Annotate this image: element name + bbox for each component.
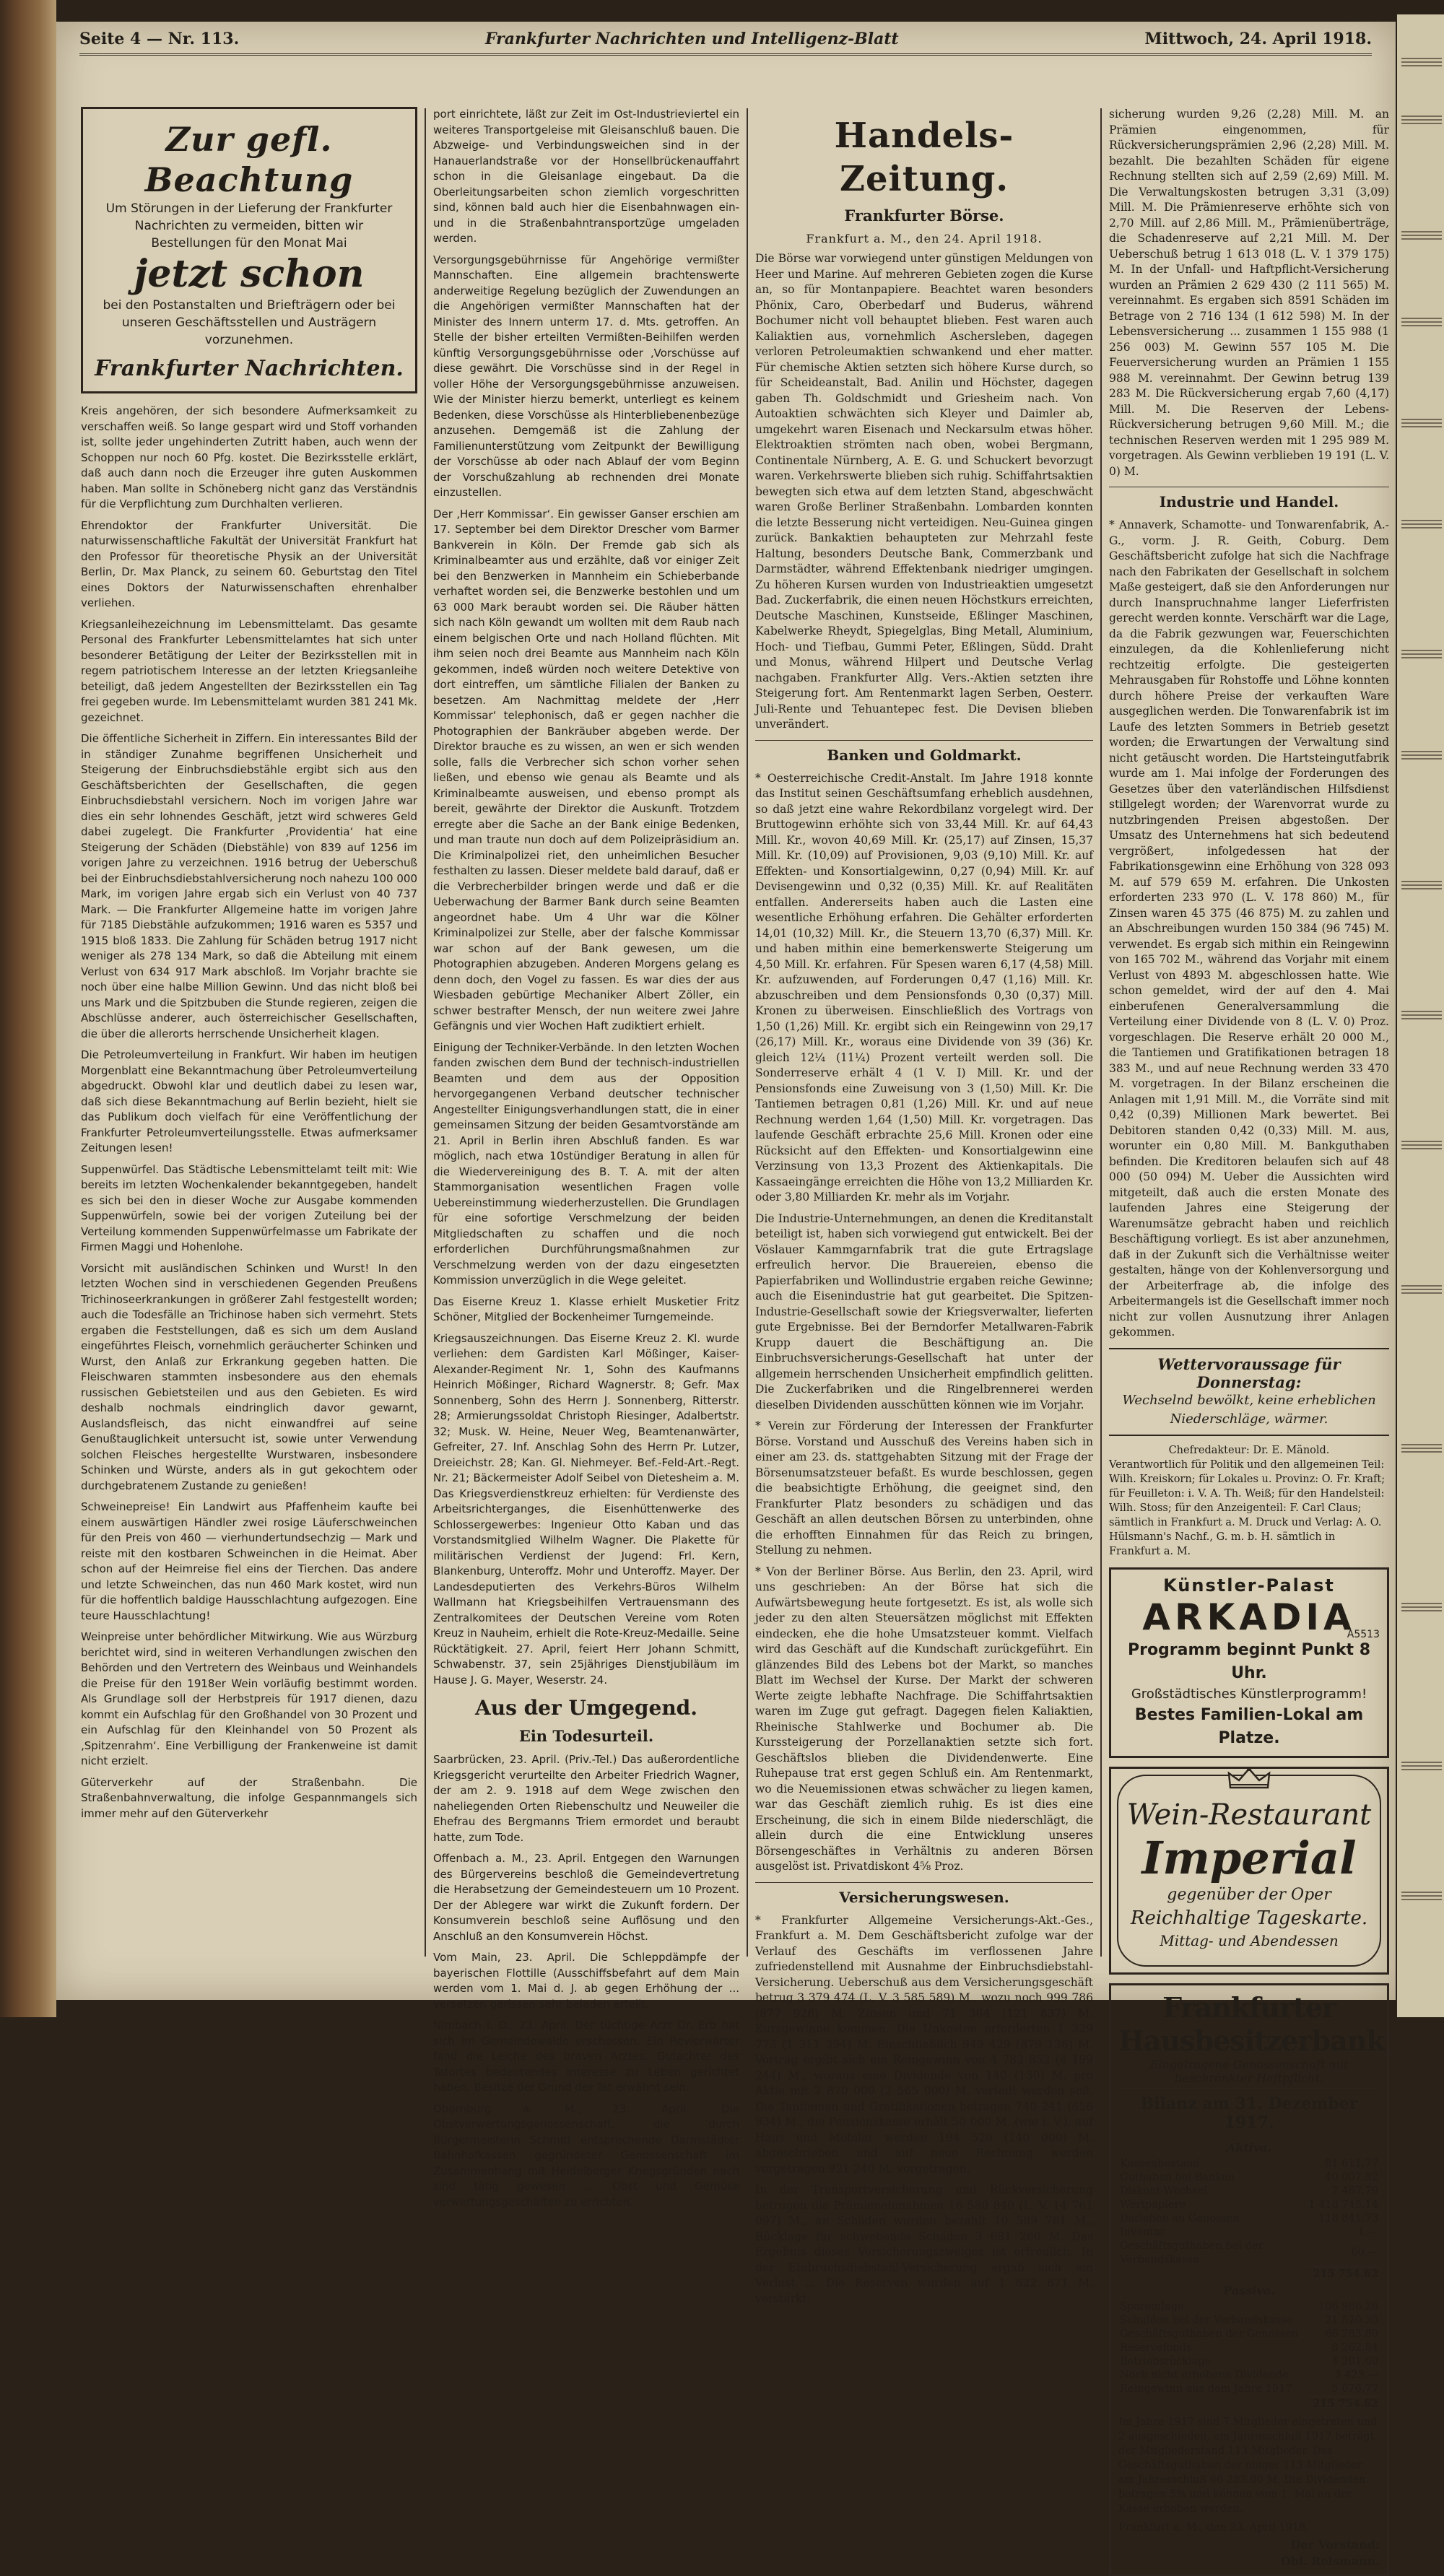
arkadia-slogan: Bestes Familien-Lokal am Platze. [1118,1704,1380,1750]
balance-item-label: Reingewinn aus dem Jahre 1917 [1118,2383,1308,2397]
balance-row [1118,2328,1380,2341]
balance-row [1118,2355,1380,2369]
article-paragraph: Die Industrie-Unternehmungen, an denen die Kreditanstalt beteiligt ist, haben sich vorwiegend gut entwickelt. Bei der Vöslauer Kammgarnfabrik trat die gute Ertragslage erfreulich hervor. Die Brauereien, ebenso die Papierfabriken und Wollindustrie ergaben reiche Gewinne; auch die Eisenindustrie hat gut gearbeitet. Die Spitzen-Industrie-Gesellschaft sowie der Kriegsverwalter, lieferten gute Ergebnisse. Bei der Berndorfer Metallwaren-Fabrik Krupp dauert die Beschäftigung an. Die Einbruchsversicherungs-Gesellschaft hat unter der allgemein herrschenden Unsicherheit empfindlich gelitten. Die Zuckerfabriken und die Ringelbrennerei werden dieselben Dividenden ausschütten können wie im Vorjahr. [755,1211,1093,1414]
column-3 [755,107,1093,1955]
article-paragraph: Weinpreise unter behördlicher Mitwirkung. Wie aus Würzburg berichtet wird, sind in weiteren Verhandlungen zwischen den Behörden und den Vertretern des Weinbaus und Weinhandels die Preise für den 1918er Wein vorläufig bestimmt worden. Als Grundlage soll der Herbstpreis für 1917 dienen, dazu kommt ein Aufschlag für den Großhandel von 30 Prozent und ein Aufschlag für den Kleinhandel von 50 Prozent als ‚Spitzenrahm‘. Eine Verbilligung der Frankenweine ist damit nicht erzielt. [81,1629,417,1770]
article-paragraph: port einrichtete, läßt zur Zeit im Ost-Industrieviertel ein weiteres Transportgeleise mit Gleisanschluß bauen. Die Abzweige- und Verbindungsweichen sind in der Hanauerlandstraße vor der Honsellbrückenauffahrt schon in die Gleisanlage eingebaut. Da die Oberleitungsarbeiten schon ziemlich vorgeschritten sind, können bald auch hier die Eisenbahnwagen ein- und in die Straßenbahntransportzüge umgeladen werden. [433,107,739,247]
balance-row [1118,2383,1380,2397]
article-paragraph: Offenbach a. M., 23. April. Entgegen den Warnungen des Bürgervereins beschloß die Gemeindevertretung die Herabsetzung der Gemeindesteuern um 10 Prozent. Der der Ablegere war wirkt die Zukunft fordern. Der Konsumverein beschloß seine Auflösung und den Anschluß an den Konsumverein Höchst. [433,1851,739,1944]
balance-item-value: 215 754.62 [1308,2397,1380,2411]
article-paragraph: Die öffentliche Sicherheit in Ziffern. Ein interessantes Bild der in ständiger Zunahme begriffenen Unsicherheit und Steigerung der Einbruchsdiebstähle ergibt sich aus den Geschäftsberichten der Gesellschaften, die gegen Einbruchsdiebstahl versichern. Noch im vorigen Jahre war dies ein sehr lohnendes Geschäft, jetzt wird schweres Geld dabei zugelegt. Die Frankfurter ‚Providentia‘ hat eine Steigerung der Schäden (Diebstähle) von 839 auf 1256 im vorigen Jahre zu verzeichnen. 1916 betrug der Ueberschuß bei der Einbruchsdiebstahlversicherung noch nahezu 100 000 Mark, im vorigen Jahre ergab sich ein Verlust von 40 737 Mark. — Die Frankfurter Allgemeine hatte im vorigen Jahre für 7185 Diebstähle aufzukommen; 1916 waren es 5357 und 1915 bloß 1833. Die Zahlung für Schäden betrug 1917 nicht weniger als 278 134 Mark, so daß die Abteilung mit einem Verlust von 634 917 Mark abschloß. Im Vorjahr brachte sie noch über eine halbe Million Gewinn. Und das nicht bloß bei uns Mark und die Spitzbuben die Stunde regieren, zeigen die Abschlüsse anderer, auch österreichischer Gesellschaften, die über die allerorts herrschende Unsicherheit klagen. [81,731,417,1042]
article-paragraph: sicherung wurden 9,26 (2,28) Mill. M. an Prämien eingenommen, für Rückversicherungsprämien 2,96 (2,28) Mill. M. bezahlt. Die bezahlten Schäden für eigene Rechnung stellten sich auf 2,59 (2,69) Mill. M. Die Verwaltungskosten betrugen 3,31 (3,09) Mill. M. Die Prämienreserve erhöhte sich von 2,70 Mill. auf 2,86 Mill. M., Prämienüberträge, die Schadenreserve auf 2,21 Mill. M. Der Ueberschuß betrug 1 613 018 (L. V. 1 379 175) M. In der Unfall- und Haftpflicht-Versicherung wurden an Prämien 2 629 430 (2 111 565) M. vereinnahmt. Es ergaben sich 8591 Schäden im Betrage von 2 716 134 (1 612 598) M. In der Lebensversicherung ... zusammen 1 155 988 (1 256 003) M. Gewinn 557 105 M. Die Feuerversicherung wurden an Prämien 1 155 988 M. vereinnahmt. Der Gewinn betrug 139 283 M. Die Rückversicherung ergab 7,60 (4,17) Mill. M. Die Reserven der Lebens-Rückversicherung betrugen 9,60 Mill. M.; die technischen Reserven werden mit 1 295 989 M. vorgetragen. Als Gewinn verblieben 19 191 (L. V. 0) M. [1109,107,1389,479]
imprint-details: Verantwortlich für Politik und den allgemeinen Teil: Wilh. Kreiskorn; für Lokales u. Provinz: O. Fr. Kraft; für Feuilleton: i. V. A. Th. Weiß; für den Handelsteil: Wilh. Stoss; für den Anzeigenteil: F. Carl Claus; sämtlich in Frankfurt a. M. Druck und Verlag: A. O. Hülsmann's Nachf., G. m. b. H. sämtlich in Frankfurt a. M. [1109,1458,1389,1559]
book-binding [0,0,56,2017]
balance-item-label: Darlehen an Genossen [1118,2212,1307,2226]
weather-title: Wettervoraussage für Donnerstag: [1113,1355,1385,1391]
arkadia-name: ARKADIA [1142,1596,1355,1638]
balance-item-value: 60.— [1307,2240,1380,2267]
balance-item-value: 118 841.73 [1307,2212,1380,2226]
balance-signoff: Der Vorstand: [1118,2538,1380,2551]
column-rule [425,108,426,1957]
balance-item-value: 215 754.62 [1307,2267,1380,2281]
column-rule [1100,108,1102,1957]
balance-item-label: Kassenbestand [1118,2157,1307,2171]
wine-menu: Reichhaltige Tageskarte. [1126,1906,1373,1931]
article-paragraph: Das Eiserne Kreuz 1. Klasse erhielt Musketier Fritz Schöner, Mitglied der Bockenheimer Turngemeinde. [433,1294,739,1326]
bank-name: Frankfurter Hausbesitzerbank [1118,1991,1380,2058]
article-paragraph: Einigung der Techniker-Verbände. In den letzten Wochen fanden zwischen dem Bund der technisch-industriellen Beamten und dem aus der Opposition hervorgegangenen Verband deutscher technischer Angestellter Einigungsverhandlungen statt, die in einer gemeinsamen Sitzung der beiden Gesamtvorstände am 21. April in Berlin ihren Abschluß fanden. Es war möglich, nach etwa 10stündiger Beratung in allen für die Wiedervereinigung des B. T. A. mit der alten Stammorganisation wesentlichen Fragen volle Uebereinstimmung wiederherzustellen. Die Grundlagen für eine sofortige Verschmelzung der beiden Mitgliedschaften zu schaffen und die noch erforderlichen Durchführungsmaßnahmen zur Verschmelzung werden von der dazu eingesetzten Kommission unverzüglich in die Wege geleitet. [433,1040,739,1289]
subscription-notice-ad [81,107,417,393]
balance-item-value: 5 076.77 [1308,2383,1380,2397]
article-paragraph: Die Börse war vorwiegend unter günstigen Meldungen von Heer und Marine. Auf mehreren Gebieten zogen die Kurse an, so für Montanpapiere. Beachtet waren besonders Phönix, Caro, Oberbedarf und Buderus, während Bochumer nicht voll behauptet blieben. Fest waren auch Kaliaktien aus, vornehmlich Aschersleben, dagegen verloren Petroleumaktien schwankend und eher matter. Für chemische Aktien setzten sich höhere Kurse durch, so für Scheideanstalt, Bad. Anilin und Höchster, dagegen gaben Th. Goldschmidt und Griesheim nach. Von Autoaktien schwächten sich Kleyer und Daimler ab, umgekehrt waren Eisenach und Neckarsulm etwas höher. Elektroaktien strömten nach oben, wobei Bergmann, Continentale Nürnberg, A. E. G. und Schuckert bevorzugt waren. Verkehrswerte blieben sich ruhig. Schiffahrtsaktien bewegten sich etwa auf dem letzten Stand, abgeschwächt waren Große Berliner Straßenbahn. Lombarden konnten die letzte Besserung nicht verteidigen. Neu-Guinea gingen zurück. Bankaktien behaupteten zur Mehrzahl feste Haltung, besonders Deutsche Bank, Commerzbank und Darmstädter, während Effektenbank niedriger umgingen. Zu höheren Kursen wurden von Industrieaktien umgesetzt Bad. Zuckerfabrik, die einen neuen Höchstkurs erreichten, Deutsche Maschinen, Kunstseide, Eßlinger Maschinen, Kabelwerke Rheydt, Spiegelglas, Bing Metall, Aluminium, Hoch- und Tiefbau, Gummi Peter, Eßlingen, Südd. Draht und Monus, während Hilpert und Deutsche Verlag nachgaben. Frankfurter Allg. Vers.-Aktien setzten ihre Steigerung fort. Am Rentenmarkt lagen Serben, Oesterr. Juli-Rente und Tehuantepec fest. Die Devisen blieben unverändert. [755,251,1093,733]
ad-code: A5513 [1347,1613,1380,1656]
running-header [79,25,1372,56]
passiva-heading: Passiva. [1118,2281,1380,2300]
ad-emphasis: jetzt schon [95,252,404,297]
balance-item-value: 1.— [1307,2226,1380,2240]
article-paragraph: Ehrendoktor der Frankfurter Universität. Die naturwissenschaftliche Fakultät der Universität Frankfurt hat den Professor für theoretische Physik an der Universität Berlin, Dr. Max Planck, zu seinem 60. Geburtstag den Titel eines Doktors der Naturwissenschaften ehrenhalber verliehen. [81,518,417,612]
balance-row [1118,2171,1380,2185]
article-paragraph: * Frankfurter Allgemeine Versicherungs-Akt.-Ges., Frankfurt a. M. Dem Geschäftsbericht zufolge war der Verlauf des Geschäfts im verflossenen Jahre zufriedenstellend mit Ausnahme der Einbruchsdiebstahl-Versicherung. Ueberschuß aus dem Versicherungsgeschäft betrug 3 379 474 (L. V. 3 585 589) M., wozu noch 999 786 (877 926) M. Zinsen und 71 364 (121 837) M. Kursgewinne kommen. Die Unkosten erforderten 1 329 773 (1 311 394) M. Einschließlich 949 429 (879 136) M. Vortrag ergibt sich ein Reingewinn von 4 782 852 (4 199 244) M., woraus eine Dividende von 140 (130) M. pro Aktie mit 2 870 000 (2 565 000) M. verteilt werden soll. Die Tantiemen und Gratifikationen betragen 740 241 (656 934) M., die Pensionskasse erhält 50 000 M. (wie i. V.), auf Haus und Mobilar werden 194 520 (140 000) M. abgeschrieben und auf neue Rechnung werden vorgetragen 921 240 M. vorgetragen. [755,1913,1093,2177]
article-paragraph: Schweinepreise! Ein Landwirt aus Pfaffenheim kaufte bei einem auswärtigen Händler zwei rosige Läuferschweinchen für den Preis von 460 — vierhundertundsechzig — Mark und reiste mit den kostbaren Schweinchen in die Heimat. Aber schon auf der Heimreise fiel eins der Tierchen. Das andere und letzte Schweinchen, das nun 460 Mark kostet, wird nun für die hoffentlich baldige Hausschlachtung aufgezogen. Eine teure Hausschlachtung! [81,1500,417,1624]
article-paragraph: * Annaverk, Schamotte- und Tonwarenfabrik, A.-G., vorm. J. R. Geith, Coburg. Dem Geschäftsbericht zufolge hat sich die Nachfrage nach den Fabrikaten der Gesellschaft in solchem Maße gesteigert, daß sie den Anforderungen nur durch Inanspruchnahme langer Lieferfristen gerecht werden konnte. Verschärft war die Lage, da die Fabrik gezwungen war, Feuerschichten einzulegen, da die Kohlenlieferung nicht rechtzeitig erfolgte. Die gesteigerten Mehrausgaben für Rohstoffe und Löhne konnten durch höhere Preise der verkauften Ware ausgeglichen werden. Die Tonwarenfabrik ist im Laufe des letzten Sommers in Betrieb gesetzt worden; die Erwartungen der Verwaltung sind nicht getäuscht worden. Die Hartsteingutfabrik wurde am 1. Mai infolge der Forderungen des Gesetzes über den vaterländischen Hilfsdienst stillgelegt worden; der Warenvorrat wurde zu nutzbringenden Preisen abgestoßen. Der Umsatz des Unternehmens hat sich bedeutend vergrößert, infolgedessen hat der Fabrikationsgewinn eine Erhöhung von 328 093 M. auf 579 659 M. erfahren. Die Unkosten erforderten 233 970 (L. V. 178 860) M., für Zinsen waren 45 375 (46 875) M. zu zahlen und an Abschreibungen wurden 150 384 (96 745) M. verwendet. Es ergab sich mithin ein Reingewinn von 165 702 M., während das Vorjahr mit einem Verlust von 4893 M. abgeschlossen hatte. Wie schon gemeldet, wird der auf den 4. Mai einberufenen Generalversammlung die Verteilung einer Dividende von 8 (L. V. 0) Proz. vorgeschlagen. Die Reserve erhält 20 000 M., die Tantiemen und Gratifikationen betragen 18 383 M., und auf neue Rechnung werden 33 470 M. vorgetragen. In der Bilanz erscheinen die Anlagen mit 1,91 Mill. M., die Vorräte sind mit 0,42 (0,39) Millionen Mark bewertet. Bei Debitoren standen 0,42 (0,33) Mill. M. aus, worunter ein 0,80 Mill. M. Bankguthaben befinden. Die Kreditoren belaufen sich auf 48 000 (50 094) M. Ueber die Aussichten wird mitgeteilt, daß auch die ersten Monate des laufenden Jahres eine Steigerung der Warenumsätze gebracht haben und reichlich Beschäftigung vorliegt. Es ist aber anzunehmen, daß in der Zukunft sich die Verhältnisse weiter gestalten, hänge von der Kohlenversorgung und der Arbeiterfrage ab, die infolge des Arbeitermangels ist die Gesellschaft immer noch nicht zur vollen Ausnutzung ihrer Anlagen gekommen. [1109,518,1389,1341]
article-subhead: Ein Todesurteil. [433,1727,739,1745]
arkadia-tagline: Großstädtisches Künstlerprogramm! [1118,1685,1380,1704]
balance-item-label: Spareinlage [1118,2300,1308,2314]
balance-item-value: 8 262.84 [1308,2341,1380,2355]
balance-item-label [1118,2397,1308,2411]
balance-place-date: Frankfurt a. M., den 23. April 1918. [1118,2520,1380,2535]
section-heading-handels-zeitung: Handels-Zeitung. [755,114,1093,201]
balance-row [1118,2314,1380,2328]
balance-row [1118,2157,1380,2171]
balance-item-label: Wertpapiere [1118,2198,1307,2212]
wine-restaurant-ad [1109,1767,1389,1975]
balance-item-label: Noch nicht erhobene Dividende [1118,2369,1308,2383]
ad-body-2: bei den Postanstalten und Briefträgern oder bei unseren Geschäftsstellen und Austrägern vorzunehmen. [95,297,404,349]
balance-item-label: Diskont-Wechsel [1118,2185,1307,2198]
balance-item-value: 21 520.35 [1308,2314,1380,2328]
balance-footnote: Im Jahre 1917 sind 7 Mitglieder eingetreten und 2 ausgeschieden, am Jahresschluß 1917 beträgt der Mitgliederstand 113 Mitglieder. Das Geschäftsguthaben der obiger 113 Mitglieder am Jahresschluß 66 283.80 M. Die Dividenden betragen 5% und können vom 1. Mai an der Kasse erhoben werden. [1118,2415,1380,2516]
article-paragraph: Kriegsauszeichnungen. Das Eiserne Kreuz 2. Kl. wurde verliehen: dem Gardisten Karl Mößinger, Kaiser-Alexander-Regiment Nr. 1, Sohn des Kaufmanns Heinrich Mößinger, Richard Wagnerstr. 8; Gefr. Max Sonnenberg, Sohn des Herrn J. Sonnenberg, Ritterstr. 28; Armierungssoldat Christoph Riesinger, Adalbertstr. 32; Musk. W. Heine, Neuer Weg, Beamtenanwärter, Gefreiter, 27. Inf. Anschlag Sohn des Herrn Pr. Lutzer, Dreieichstr. 28; Kan. Gl. Niehmeyer. Bef.-Feld-Art.-Regt. Nr. 21; Bäckermeister Adolf Seibel von Dietesheim a. M. Das Kriegsverdienstkreuz erhielten: für Verdienste des Arbeitsrichterganges, die Eisenhüttenwerke des Schlossergewerbes: Ingenieur Otto Kaban und das Vorstandsmitglied Wilhelm Wagner. Die Plakette für militärischen Verdienst der Jugend: Frl. Kern, Blankenburg, Unteroffz. Mohr und Unteroffz. Mayer. Der Landesdeputierten des Verkehrs-Büros Wilhelm Wallmann hat Kriegsbeihilfen Vertrauensmann des Zentralkomitees der Deutschen Vereine vom Roten Kreuz in Nauheim, erhielt die Rote-Kreuz-Medaille. Seine Rücktätigkeit. 27. April, feiert Herr Johann Schmitt, Schwabenstr. 37, sein 25jähriges Dienstjubiläum im Hause J. G. Mayer, Weserstr. 24. [433,1331,739,1689]
article-paragraph: * Von der Berliner Börse. Aus Berlin, den 23. April, wird uns geschrieben: An der Börse hat sich die Aufwärtsbewegung heute fortgesetzt. Es ist, als wolle sich jeder zu den alten Steuersätzen möglichst mit Effekten eindecken, ehe die hohe Umsatzsteuer kommt. Vielfach wird das Geschäft auf die Kundschaft zurückgeführt. Ein glänzendes Bild des Lebens bot der Markt, so manches Blatt im Wechsel der Kurse. Der Markt der schweren Werte zeigte lebhafte Nachfrage. Die Schiffahrtsaktien waren im Zuge gut gefragt. Dagegen fielen Kaliaktien, Rheinische Stahlwerke und Bochumer ab. Die Kurssteigerung der Porzellanaktien setzte sich fort. Geschäftslos blieben die Dividendenwerte. Eine Ruhepause trat erst gegen Schluß ein. Am Rentenmarkt, wo die Neuemissionen etwas schwächer zu liegen kamen, war das Geschäft ziemlich ruhig. Es ist dies eine Erscheinung, die sich in einem Bilde niederschlägt, die allein durch die eine Entwicklung unseres Börsengeschäftes in Verhältnis zu anderen Börsen ausgelöst ist. Privatdiskont 4⅝ Proz. [755,1565,1093,1875]
article-subhead: Frankfurter Börse. [755,206,1093,225]
article-paragraph: Vom Main, 23. April. Die Schleppdämpfe der bayerischen Flottille (Ausschiffsbefahrt auf dem Main werden vom 1. Mai d. J. ab gegen Erhöhung der ... versetzen gerissen sehr beladen erteilt. [433,1950,739,2012]
balance-item-value: 106 986.26 [1308,2300,1380,2314]
article-paragraph: * Verein zur Förderung der Interessen der Frankfurter Börse. Vorstand und Ausschuß des Vereins haben sich in einer am 23. ds. stattgehabten Sitzung mit der Frage der Börsenumsatzsteuer befaßt. Es wurde beschlossen, gegen die beabsichtigte Erhöhung, die geeignet sind, den Frankfurter Platz besonders zu schädigen und das Geschäft an allen deutschen Börsen zu unterbinden, ohne die erhofften Einnahmen für das Reich zu bringen, Stellung zu nehmen. [755,1419,1093,1559]
ad-body: Um Störungen in der Lieferung der Frankfurter Nachrichten zu vermeiden, bitten wir Bestellungen für den Monat Mai [95,200,404,252]
weather-forecast [1109,1348,1389,1436]
section-heading-umgegend: Aus der Umgegend. [433,1695,739,1721]
aktiva-heading: Aktiva. [1118,2138,1380,2157]
balance-item-label [1118,2267,1307,2281]
balance-item-value: 40 007.82 [1307,2171,1380,2185]
article-paragraph: * Oesterreichische Credit-Anstalt. Im Jahre 1918 konnte das Institut seinen Geschäftsumfang erheblich ausdehnen, so daß jetzt eine wahre Rekordbilanz vorgelegt wird. Der Bruttogewinn erhöhte sich von 33,44 Mill. Kr. auf 64,43 Mill. Kr., wovon 40,69 Mill. Kr. (25,17) auf Zinsen, 15,37 Mill. Kr. (10,09) auf Provisionen, 9,03 (9,10) Mill. Kr. auf Effekten- und Konsortialgewinn, 0,27 (0,94) Mill. Kr. auf Devisengewinn und 0,32 (0,35) Mill. Kr. auf Realitäten entfallen. Andererseits haben auch die Lasten eine wesentliche Erhöhung erfahren. Die Gehälter erforderten 14,01 (10,32) Mill. Kr., die Steuern 13,70 (6,37) Mill. Kr. und haben mithin eine bemerkenswerte Steigerung um 4,50 Mill. Kr. erfahren. Für Spesen waren 6,17 (4,58) Mill. Kr. aufzuwenden, auf Forderungen 0,47 (1,16) Mill. Kr. abzuschreiben und dem Pensionsfonds 0,30 (0,37) Mill. Kronen zu überweisen. Einschließlich des Vortrags von 1,50 (1,26) Mill. Kr. ergibt sich ein Reingewinn von 29,17 (26,17) Mill. Kr., woraus eine Dividende von 39 (36) Kr. gleich 12¼ (11¼) Prozent verteilt werden soll. Die Sonderreserve erhält 4 (1 V. I) Mill. Kr. und der Pensionsfonds eine Zuweisung von 3 (1,50) Mill. Kr. Die Tantiemen betragen 0,81 (1,26) Mill. Kr. und auf neue Rechnung werden 1,64 (1,50) Mill. Kr. vorgetragen. Das laufende Geschäft erbrachte 25,6 Mill. Kronen oder eine Rücksicht auf den Effekten- und Konsortialgewinn eine Verzinsung von 13,3 Prozent des Aktienkapitals. Die Kassaeingänge erreichten die Höhe von 13,2 Milliarden Kr. oder 3,80 Milliarden Kr. mehr als im Vorjahr. [755,771,1093,1206]
imprint-editor: Chefredakteur: Dr. E. Mänold. [1109,1443,1389,1458]
balance-item-label: Geschäftsguthaben der Genossen [1118,2328,1308,2341]
article-paragraph: In der Transportversicherung und Rückversicherung betrugen die Prämieneinnahmen 16 580 840 (L. V. 14 761 097) M., an Schäden wurden bezahlt 10 589 781 M., Rücklage für schwebende Schäden 3 681 260 M. Das Ergebnis dieses Versicherungszweiges ist erfreulich. In der Einbruchsdiebstahl-Versicherung ergab sich ein Verlust ... Die Reserven wurden auf 1 622 871 M. verstärkt. [755,2183,1093,2307]
balance-item-label: Betriebsrücklage [1118,2355,1308,2369]
article-paragraph: Kreis angehören, der sich besondere Aufmerksamkeit zu verschaffen weiß. So lange gespart wird und Stoff vorhanden ist, sollte jeder ungehinderten Zutritt haben, auch wenn der Schoppen nur noch 60 Pfg. kostet. Die Bezirksstelle erklärt, daß auch dann noch die Erzeuger ihre guten Auskommen haben. Man sollte in Schöneberg nicht ganz das Verständnis für die Verpflichtung zum Durchhalten verlieren. [81,404,417,513]
balance-row [1118,2198,1380,2212]
balance-item-label: Inventar [1118,2226,1307,2240]
crown-icon [1226,1766,1272,1790]
wine-kicker: Wein-Restaurant [1126,1798,1373,1832]
ad-headline: Zur gefl. Beachtung [95,119,404,200]
balance-item-label: Guthaben bei Banken [1118,2171,1307,2185]
issue-date: Mittwoch, 24. April 1918. [1144,30,1372,48]
balance-item-value: 66 283.80 [1308,2328,1380,2341]
masthead: Frankfurter Nachrichten und Intelligenz-Blatt [485,30,899,48]
adjacent-page-edge [1397,14,1444,2017]
column-rule [747,108,748,1957]
wine-location: gegenüber der Oper [1126,1884,1373,1906]
balance-row [1118,2240,1380,2267]
section-heading-industrie: Industrie und Handel. [1109,487,1389,512]
arkadia-ad [1109,1567,1389,1758]
dateline: Frankfurt a. M., den 24. April 1918. [755,232,1093,245]
balance-row [1118,2300,1380,2314]
article-paragraph: Kriegsanleihezeichnung im Lebensmittelamt. Das gesamte Personal des Frankfurter Lebensmittelamtes hat sich unter besonderer Betätigung der Leiter der Bezirksstellen mit in regem patriotischem Interesse an der letzten Kriegsanleihe beteiligt, daß jedem Angestellten der Bezirksstellen ein Tag frei gegeben wurde. Im Lebensmittelamt wurden 381 241 Mk. gezeichnet. [81,617,417,726]
balance-row [1118,2341,1380,2355]
balance-row [1118,2185,1380,2198]
article-paragraph: Der ‚Herr Kommissar‘. Ein gewisser Ganser erschien am 17. September bei dem Direktor Drescher vom Barmer Bankverein in Köln. Der Fremde gab sich als Kriminalbeamter aus und erzählte, daß vor einiger Zeit bei den Benzwerken in Mannheim ein Schieberbande verhaftet worden sei, die Benzwerke bestohlen und um 63 000 Mark beraubt worden sei. Die Räuber hätten sich nach Köln gewandt um wollten mit dem Raub nach einem belgischen Orte und nach Holland flüchten. Mit ihm seien noch drei Beamte aus Mannheim nach Köln gekommen, indeß würden noch weitere Detektive von dort eintreffen, um sämtliche Filialen der Banken zu besetzen. Am Nachmittag meldete der ‚Herr Kommissar‘ telephonisch, daß er gegen nachher die Photographien der Bankräuber abgeben werde. Der Direktor brauche es zu wissen, an wen er sich wenden solle, falls die Verbrecher sich schon vorher sehen ließen, und ebenso wie genau als Beamte und als Kriminalbeamte ausweisen, und ebenso prompt als bereit, gewährte der Direktor die Auskunft. Trotzdem erregte aber die Sache an der Bank einige Bedenken, und man traute nun doch auf dem Polizeipräsidium an. Die Kriminalpolizei riet, den unheimlichen Besucher festhalten zu lassen. Dieser meldete bald darauf, daß er die Verbrecherbilder bringen werde und daß er die Ueberwachung der Barmer Bank durch seine Beamten angeordnet habe. Um 4 Uhr war die Kölner Kriminalpolizei zur Stelle, aber der falsche Kommissar war schon auf der Bank gewesen, um die Photographien abzugeben. Anderen Morgens gelang es denn doch, den Vogel zu fassen. Es war dies der aus Wiesbaden gebürtige Mechaniker Albert Zöller, ein schwer bestrafter Mensch, der nun weitere zwei Jahre Gefängnis und vier Wochen Haft zudiktiert erhielt. [433,507,739,1035]
passiva-table [1118,2300,1380,2411]
balance-item-value: 4 201.60 [1308,2355,1380,2369]
balance-row [1118,2369,1380,2383]
balance-row [1118,2267,1380,2281]
ad-signature: Frankfurter Nachrichten. [95,356,404,381]
article-paragraph: Saarbrücken, 23. April. (Priv.-Tel.) Das außerordentliche Kriegsgericht verurteilte den Arbeiter Friedrich Wagner, der am 2. 9. 1918 auf dem Wege zwischen den naheliegenden Orten Riebenschultz und Neuweiler die Ehefrau des Bergmanns Triem ermordet und beraubt hatte, zum Tode. [433,1752,739,1845]
balance-item-label: Geschäftsguthaben bei der Verbandskasse [1118,2240,1307,2267]
aktiva-table [1118,2157,1380,2281]
arkadia-program: Programm beginnt Punkt 8 Uhr. [1118,1639,1380,1685]
balance-item-label: Schulden bei der Verbandskasse [1118,2314,1308,2328]
column-2 [433,107,739,1955]
balance-title: Bilanz am 31. Dezember 1917. [1118,2094,1380,2132]
article-paragraph: Versorgungsgebührnisse für Angehörige vermißter Mannschaften. Eine allgemein brachtenswerte anderweitige Regelung bezüglich der Zuwendungen an die Angehörigen vermißter Mannschaften hat der Minister des Innern unterm 17. d. Mts. getroffen. An Stelle der bisher erteilten Vermißten-Beihilfen werden künftig Versorgungsgebührnisse oder ‚Vorschüsse auf diese gewährt. Die Vorschüsse sind in der Regel in voller Höhe der Versorgungsgebührnisse anzuweisen. Wie der Minister hierzu bemerkt, unterliegt es keinem Bedenken, diese Vorschüsse als Hinterbliebenenbezüge anzusehen. Demgemäß ist die Zahlung der Familienunterstützung vom Zeitpunkt der Bewilligung der Vorschüsse ab oder nach Ablauf der vom Beginn der Vorschußzahlung ab rechnenden drei Monate einzustellen. [433,253,739,501]
article-paragraph: Obernburg a. M., 23. April. Die Obstverwertungsgenossenschaft, die durch Bürgermeisterin Schmitt entsprechende Darmstädter Bahnhofkassen gegründeter Genossenschaft im Zusammenhang mit Heidelberger Kriegsgründen nach sind tätig gewesen ... Obst und Gemüse verwertungsgeschäften zu errichten. [433,2102,739,2211]
section-heading-banken: Banken und Goldmarkt. [755,740,1093,765]
page-label: Seite 4 — Nr. 113. [79,30,239,48]
balance-item-value: 7 467.79 [1307,2185,1380,2198]
balance-item-label: Reservefonds [1118,2341,1308,2355]
article-paragraph: Die Petroleumverteilung in Frankfurt. Wir haben im heutigen Morgenblatt eine Bekanntmachung über Petroleumverteilung abgedruckt. Obwohl klar und deutlich dabei zu lesen war, daß sich diese Bekanntmachung auf Berlin bezieht, hielt sie das Publikum doch vielfach für eine Veröffentlichung der Frankfurter Petroleumverteilungsstelle. Etwas aufmerksamer Zeitungen lesen! [81,1048,417,1157]
article-paragraph: Suppenwürfel. Das Städtische Lebensmittelamt teilt mit: Wie bereits im letzten Wochenkalender bekanntgegeben, handelt es sich bei den in dieser Woche zur Ausgabe kommenden Suppenwürfeln, sowie bei der vorigen Zuteilung bei der Verteilung kommenden Suppenwürfelmasse um Fabrikate der Firmen Maggi und Hohenlohe. [81,1162,417,1256]
arkadia-kicker: Künstler-Palast [1118,1575,1380,1596]
imprint [1109,1443,1389,1559]
balance-row [1118,2397,1380,2411]
article-paragraph: Vorsicht mit ausländischen Schinken und Wurst! In den letzten Wochen sind in verschiedenen Gegenden Preußens Trichinoseerkrankungen in größerer Zahl festgestellt worden; auch die Todesfälle an Trichinose haben sich vermehrt. Stets ergaben die Feststellungen, daß es sich um dem Ausland eingeführtes Fleisch, vornehmlich geräucherter Schinken und Wurst, den Anlaß zur Erkrankung gegeben hatten. Die Fleischwaren stammten insbesondere aus den ehemals russischen Gebietsteilen und aus den Gebieten. Es wird deshalb nochmals eindringlich davor gewarnt, Auslandsfleisch, das nicht einwandfrei auf seine Genußtauglichkeit untersucht ist, sowie unter Verwendung solchen Fleisches hergestellte Wurstwaren, insbesondere Schinken und Würste, anders als in gut gekochtem oder durchgebratenem Zustande zu genießen! [81,1261,417,1494]
balance-item-value: 1 418 745.14 [1307,2198,1380,2212]
section-heading-versicherung: Versicherungswesen. [755,1882,1093,1907]
weather-text: Wechselnd bewölkt, keine erheblichen Niederschläge, wärmer. [1113,1391,1385,1429]
bank-subtitle: Eingetragene Genossenschaft mit beschränkter Haftpflicht. [1118,2058,1380,2089]
column-4 [1109,107,1389,1955]
balance-item-value: 3 423.— [1308,2369,1380,2383]
column-1 [81,107,417,1955]
wine-meals: Mittag- und Abendessen [1126,1931,1373,1951]
balance-item-value: 81 611.77 [1307,2157,1380,2171]
wine-name: Imperial [1126,1832,1373,1884]
article-paragraph: Güterverkehr auf der Straßenbahn. Die Straßenbahnverwaltung, die infolge Gespannmangels sich immer mehr auf den Güterverkehr [81,1775,417,1822]
balance-signature: Obl. Reismann. [1118,2554,1380,2568]
article-paragraph: Nimbach i. O., 23. April. Der tüchtige Arzt Dr. Erb hat sich im Gemeindewalde erschossen. Ein Revierwärter fand die Leiche des braven Arztes. Gutachter des Tatortes bedeutendes Interesse zu Leben gerichtet haben. Besitze der Grund der Tat erwähnt sein. [433,2018,739,2096]
balance-row [1118,2226,1380,2240]
hausbesitzerbank-balance-sheet [1109,1983,1389,2576]
balance-row [1118,2212,1380,2226]
